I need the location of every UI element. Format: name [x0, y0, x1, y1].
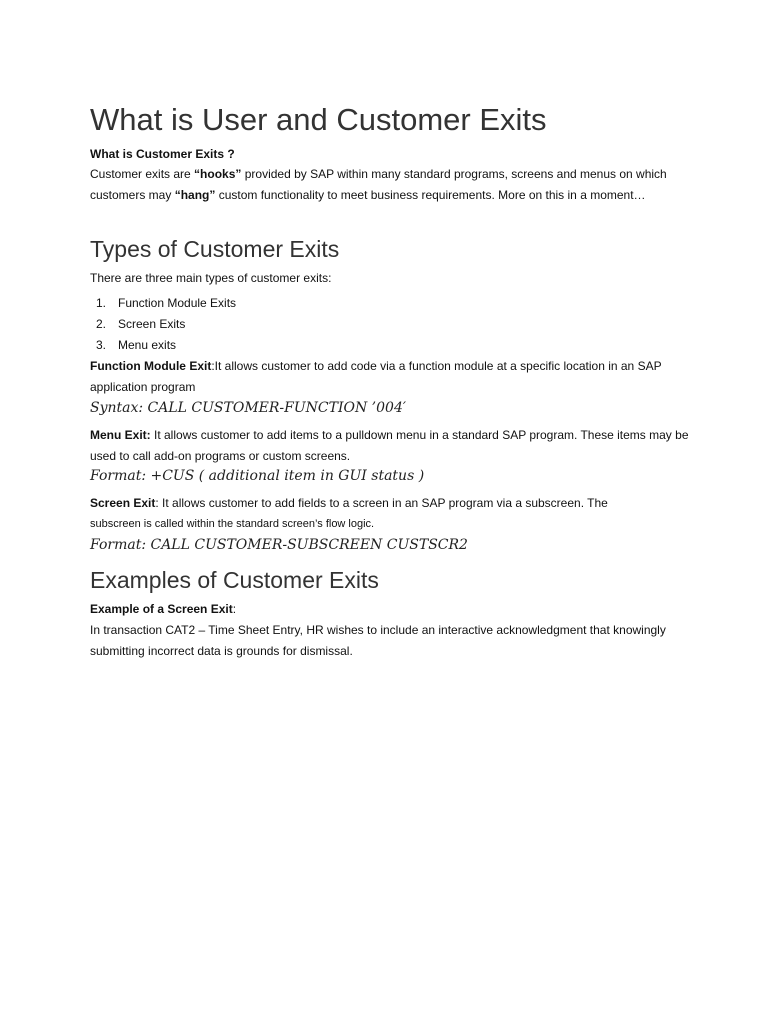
- examples-heading: Examples of Customer Exits: [90, 567, 379, 593]
- list-item-number: 1.: [96, 296, 107, 310]
- screen-exit-label: Screen Exit: [90, 496, 156, 510]
- function-module-text: :It allows customer to add code via a function module at a specific location in an SAP application program: [90, 359, 662, 394]
- types-list: [90, 293, 236, 356]
- menu-exit-text: It allows customer to add items to a pulldown menu in a standard SAP program. These items may be used to call add-on programs or custom screens.: [90, 428, 689, 463]
- function-module-label: Function Module Exit: [90, 359, 212, 373]
- menu-exit-format: Format: +CUS ( additional item in GUI status ): [90, 468, 425, 484]
- intro-paragraph: [90, 164, 690, 206]
- types-lead: There are three main types of customer exits:: [90, 271, 332, 285]
- example-subheading-label: Example of a Screen Exit: [90, 602, 233, 616]
- list-item-number: 2.: [96, 317, 107, 331]
- screen-exit-format: Format: CALL CUSTOMER-SUBSCREEN CUSTSCR2: [90, 537, 468, 553]
- list-item-label: Function Module Exits: [118, 296, 237, 310]
- function-module-paragraph: [90, 356, 690, 398]
- screen-exit-continuation: subscreen is called within the standard screen’s flow logic.: [90, 518, 375, 530]
- screen-exit-text: : It allows customer to add fields to a screen in an SAP program via a subscreen. The: [155, 496, 608, 510]
- page-title: What is User and Customer Exits: [90, 102, 547, 137]
- list-item-label: Menu exits: [118, 338, 177, 352]
- list-item: [90, 335, 236, 356]
- example-subheading: [90, 599, 690, 620]
- screen-exit-paragraph: [90, 493, 690, 514]
- function-module-syntax: Syntax: CALL CUSTOMER-FUNCTION ’004′: [90, 400, 407, 416]
- intro-text-b: provided by SAP within many standard programs, screens and menus on which customers may: [90, 167, 667, 202]
- hooks-term: “hooks”: [194, 167, 242, 181]
- hang-term: “hang”: [174, 188, 216, 202]
- types-heading: Types of Customer Exits: [90, 236, 340, 262]
- intro-text-a: Customer exits are: [90, 167, 195, 181]
- menu-exit-label: Menu Exit:: [90, 428, 151, 442]
- list-item-number: 3.: [96, 338, 107, 352]
- list-item: [90, 314, 236, 335]
- intro-text-c: custom functionality to meet business requirements. More on this in a moment…: [215, 188, 646, 202]
- list-item-label: Screen Exits: [118, 317, 186, 331]
- list-item: [90, 293, 236, 314]
- menu-exit-paragraph: [90, 425, 690, 467]
- example-subheading-colon: :: [232, 602, 237, 616]
- intro-subheading: What is Customer Exits ?: [90, 147, 235, 161]
- example-paragraph: In transaction CAT2 – Time Sheet Entry, HR wishes to include an interactive acknowledgment that knowingly submitting incorrect data is grounds for dismissal.: [90, 623, 666, 658]
